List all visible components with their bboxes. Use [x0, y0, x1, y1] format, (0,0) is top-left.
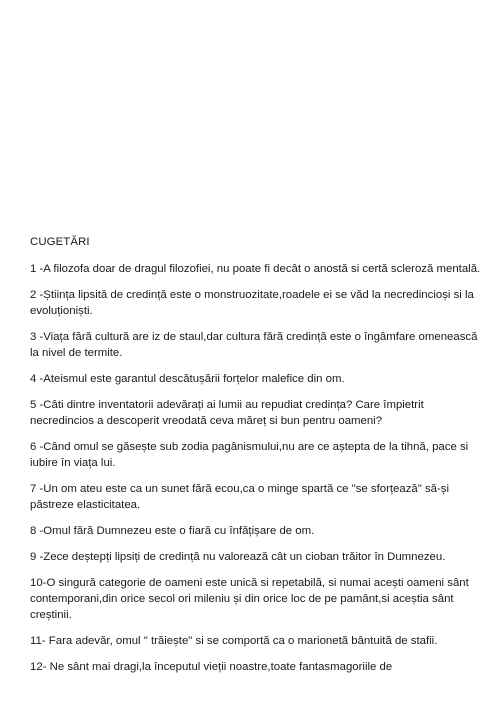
document-body: [30, 234, 486, 684]
paragraph-12: 12- Ne sânt mai dragi,la începutul vieții noastre,toate fantasmagoriile de: [30, 661, 393, 673]
paragraph-9: 9 -Zece deștepți lipsiți de credință nu valorează cât un cioban trăitor în Dumnezeu.: [30, 551, 446, 563]
paragraph-1: 1 -A filozofa doar de dragul filozofiei, nu poate fi decât o anostă si certă scleroză mentală.: [30, 263, 481, 275]
paragraph-3: 3 -Viața fără cultură are iz de staul,dar cultura fără credință este o îngâmfare omenească la nivel de termite.: [30, 331, 478, 359]
paragraph-8: 8 -Omul fără Dumnezeu este o fiară cu înfățișare de om.: [30, 525, 315, 537]
paragraph-4: 4 -Ateismul este garantul descătușării forțelor malefice din om.: [30, 373, 345, 385]
paragraph-2: 2 -Știința lipsită de credință este o monstruozitate,roadele ei se văd la necredincioși si la evoluționiști.: [30, 289, 474, 317]
paragraph-10: 10-O singură categorie de oameni este unică si repetabilă, si numai acești oameni sânt contemporani,din orice secol ori mileniu și din orice loc de pe pamânt,si aceștia sânt creștinii.: [30, 577, 469, 621]
paragraph-5: 5 -Câti dintre inventatorii adevărați ai lumii au repudiat credința? Care împietrit necredincios a descoperit vreodată ceva măreț si bun pentru oameni?: [30, 399, 424, 427]
document-title: CUGETĂRI: [30, 236, 90, 248]
paragraph-7: 7 -Un om ateu este ca un sunet fără ecou,ca o minge spartă ce "se sforțează" să-și păstreze elasticitatea.: [30, 483, 450, 511]
paragraph-6: 6 -Când omul se găsește sub zodia pagânismului,nu are ce aștepta de la tihnă, pace si iubire în viața lui.: [30, 441, 469, 469]
paragraph-11: 11- Fara adevăr, omul " trăiește" si se comportă ca o marionetă bântuită de stafii.: [30, 635, 438, 647]
